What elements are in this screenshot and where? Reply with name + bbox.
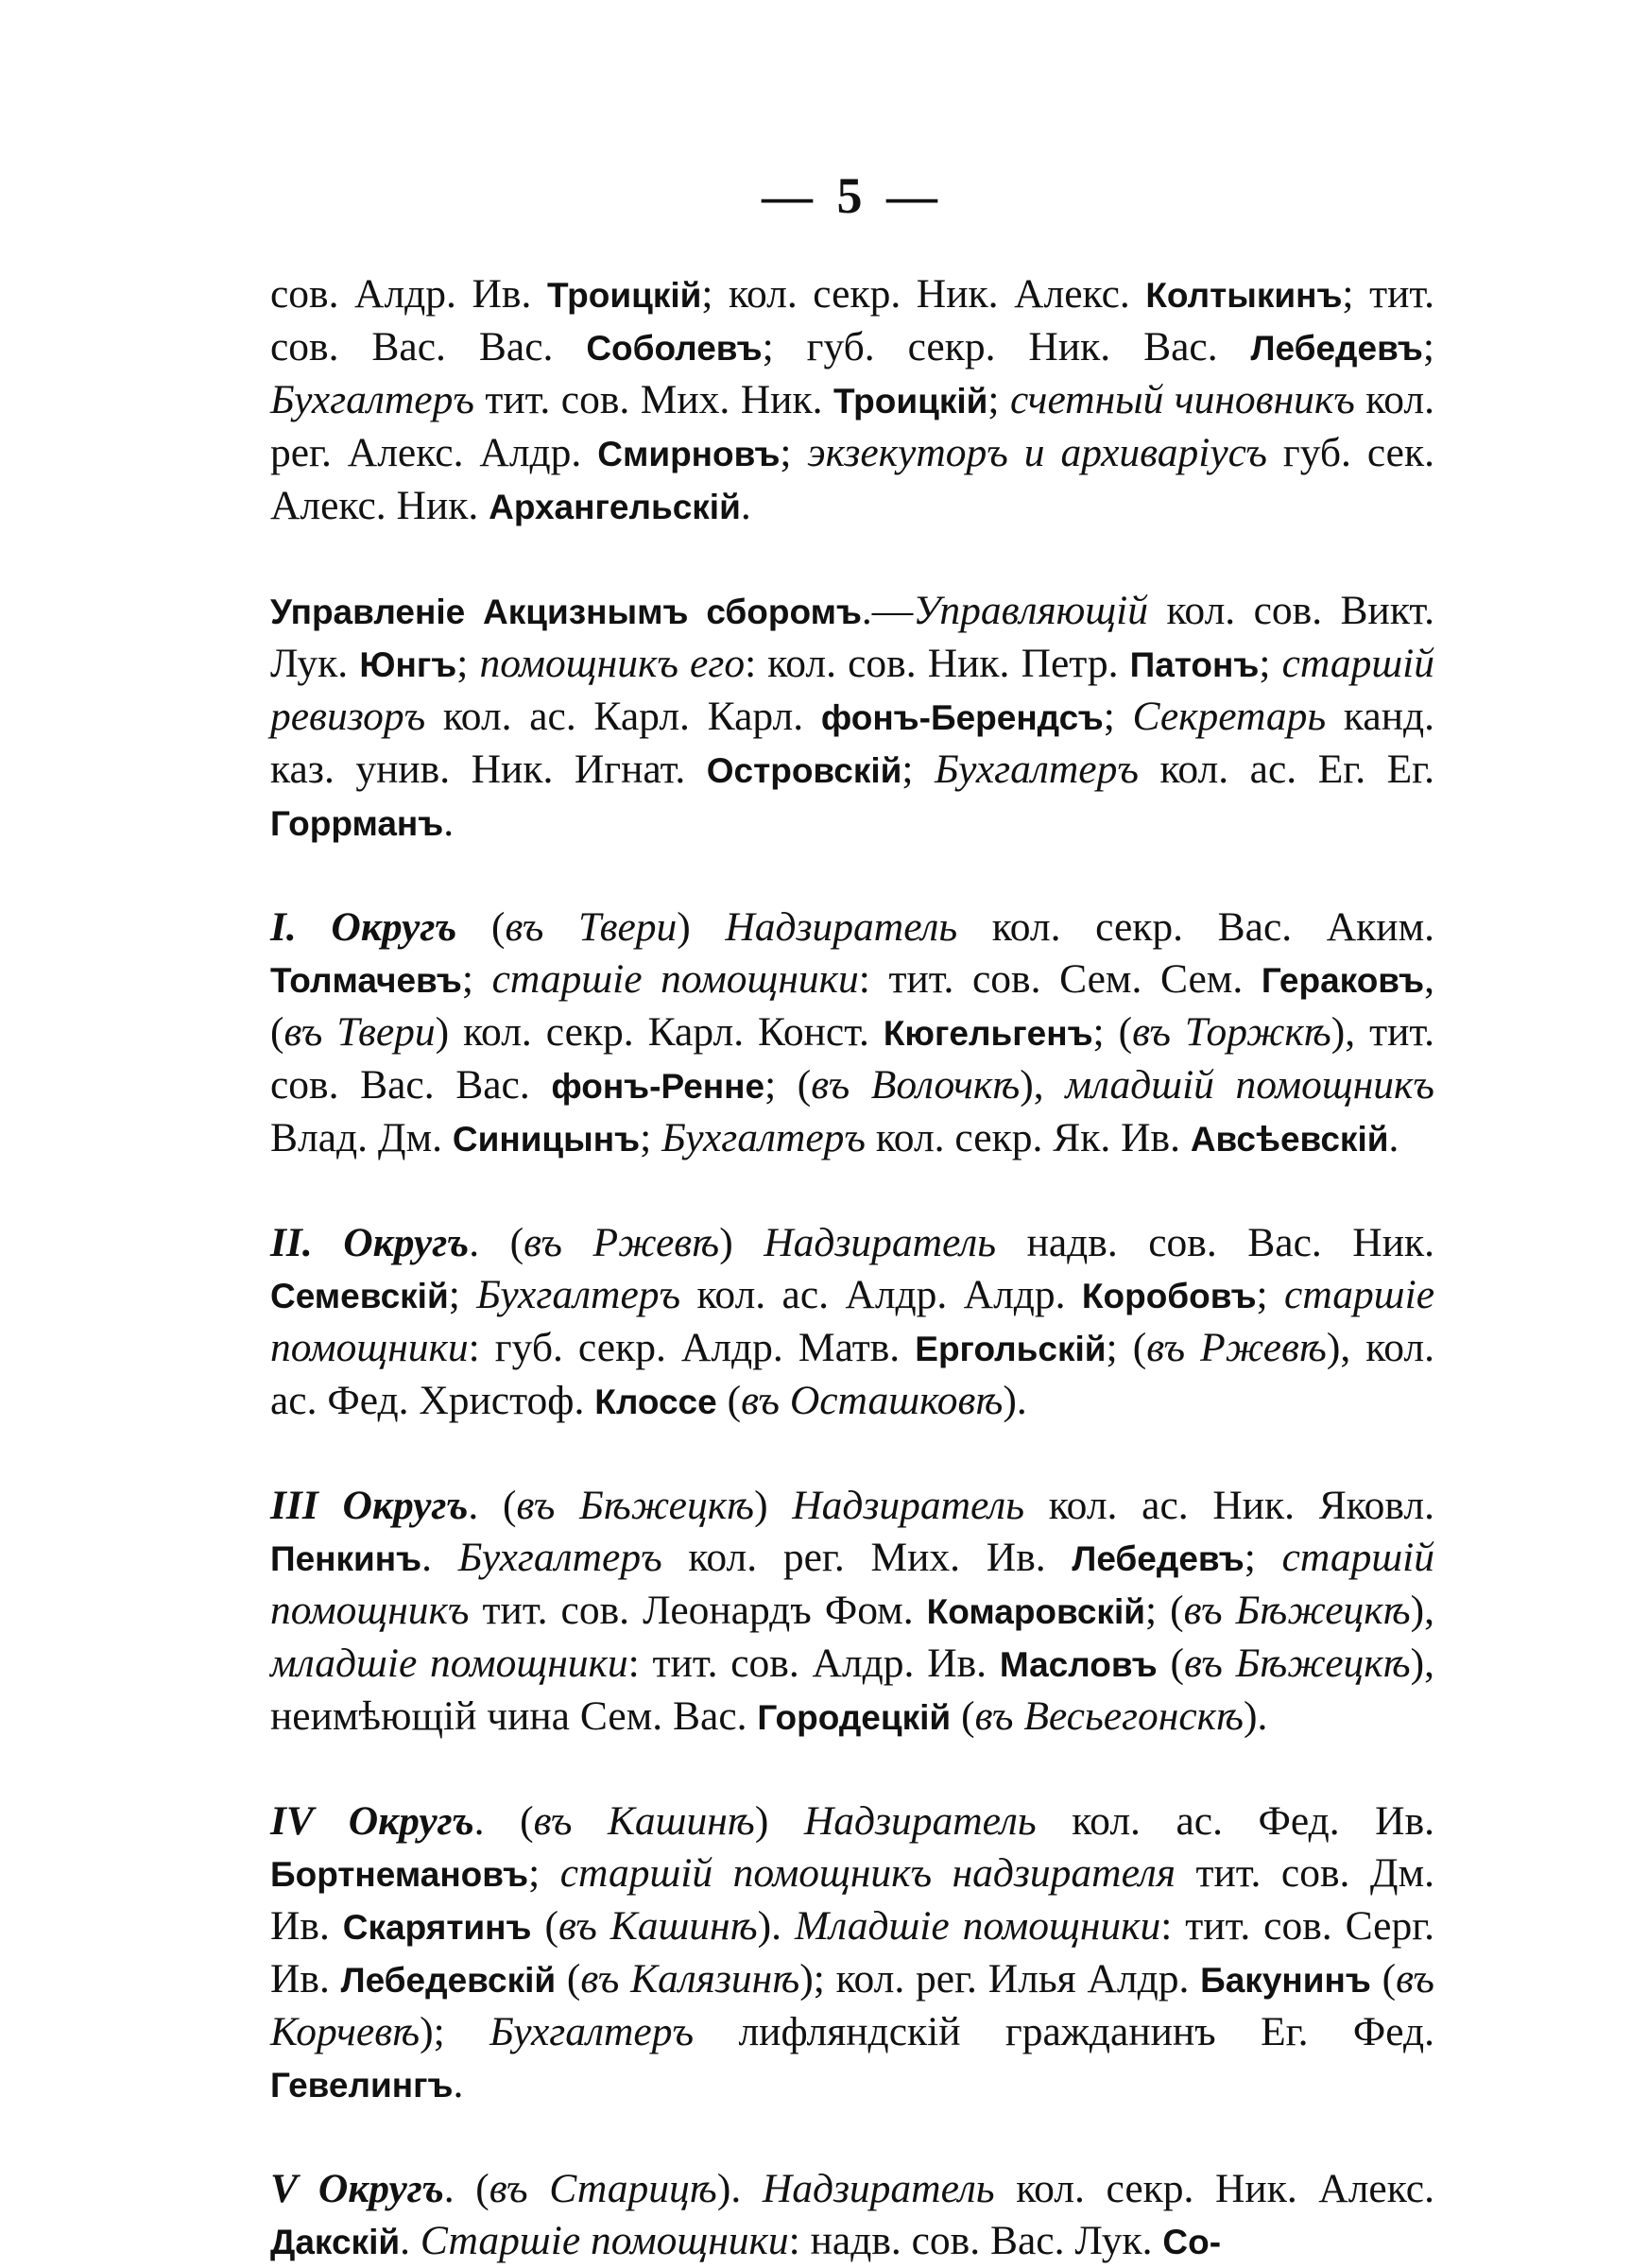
text-run: кол. секр. Вас. Аким. — [957, 904, 1434, 950]
italic-title: въ Ржевѣ — [1146, 1325, 1327, 1370]
text-run: ) кол. секр. Карл. Конст. — [435, 1009, 884, 1055]
text-run: : кол. сов. Ник. Петр. — [745, 641, 1130, 686]
surname: Толмачевъ — [270, 961, 462, 1000]
text-run: .— — [861, 588, 914, 633]
italic-title: Бухгалтеръ — [457, 1535, 662, 1580]
text-run: ; ( — [764, 1062, 812, 1108]
text-run: ; — [456, 641, 480, 686]
text-run: ), — [1410, 1588, 1434, 1633]
text-run: ), неимѣющій чина Сем. Вас. — [270, 1641, 1434, 1739]
italic-title: въ Бѣжецкѣ — [1183, 1641, 1411, 1686]
italic-title: счетный чиновникъ — [1009, 377, 1355, 422]
text-run: ). — [757, 1903, 795, 1949]
text-run: кол. ас. Алдр. Алдр. — [680, 1272, 1082, 1317]
text-run: ( — [1157, 1641, 1184, 1686]
text-run: кол. ас. Карл. Карл. — [425, 694, 821, 739]
surname: Соболевъ — [586, 329, 763, 368]
text-run: кол. сов. Викт. Лук. — [270, 588, 1435, 686]
italic-title: въ Кашинѣ — [533, 1798, 755, 1844]
surname: Семевскій — [270, 1277, 449, 1315]
district-heading: III Округъ — [270, 1483, 469, 1528]
surname: Кюгельгенъ — [883, 1014, 1093, 1053]
text-run: , ( — [270, 956, 1434, 1055]
surname: Масловъ — [999, 1645, 1158, 1684]
text-run: ; — [1103, 694, 1133, 739]
text-run: ). — [716, 2166, 763, 2211]
text-run: ( — [1370, 1956, 1397, 2002]
surname: Горрманъ — [270, 804, 444, 843]
italic-title: экзекуторъ и архиваріусъ — [807, 430, 1267, 475]
italic-title: Секретарь — [1132, 694, 1327, 739]
paragraph — [270, 585, 1434, 850]
text-run: губ. сек. Алекс. Ник. — [270, 430, 1434, 528]
text-run: кол. секр. Як. Ив. — [866, 1115, 1191, 1160]
text-run: ; — [448, 1272, 477, 1317]
text-run: кол. ас. Ник. Яковл. — [1024, 1483, 1434, 1528]
body-text — [270, 268, 1434, 2268]
paragraph — [270, 1217, 1434, 1428]
italic-title: Надзиратель — [725, 904, 958, 950]
text-run: ; — [1244, 1535, 1282, 1580]
surname: Троицкій — [546, 276, 702, 315]
paragraph — [270, 2163, 1434, 2268]
italic-title: въ Весьегонскѣ — [974, 1693, 1245, 1739]
italic-title: Надзиратель — [762, 2166, 995, 2211]
text-run: ), кол. ас. Фед. Христоф. — [270, 1325, 1434, 1423]
text-run: ( — [531, 1903, 558, 1949]
text-run: тит. сов. Леонардъ Фом. — [469, 1588, 927, 1633]
italic-title: Надзиратель — [803, 1798, 1037, 1844]
text-run: ; ( — [1144, 1588, 1184, 1633]
italic-title: Надзиратель — [792, 1483, 1025, 1528]
text-run: ( — [716, 1378, 742, 1423]
italic-title: младшіе помощники — [270, 1641, 628, 1686]
italic-title: въ Волочкѣ — [811, 1062, 1021, 1108]
text-run: ). — [1003, 1378, 1027, 1423]
italic-title: въ Твери — [283, 1009, 436, 1055]
text-run: ; — [901, 747, 935, 792]
text-run: : тит. сов. Сем. Сем. — [858, 956, 1262, 1002]
italic-title: старшій помощникъ надзирателя — [559, 1850, 1176, 1896]
text-run: : губ. секр. Алдр. Матв. — [468, 1325, 916, 1370]
italic-title: помощникъ его — [479, 641, 746, 686]
surname: Скарятинъ — [342, 1908, 532, 1947]
text-run: . ( — [443, 2166, 489, 2211]
text-run: . — [453, 2061, 464, 2106]
text-run: ; тит. сов. Вас. Вас. — [270, 271, 1434, 369]
surname: Комаровскій — [926, 1592, 1145, 1631]
italic-title: въ Торжкѣ — [1132, 1009, 1331, 1055]
surname: Лебедевъ — [1072, 1539, 1245, 1578]
surname: Авсѣевскій — [1190, 1120, 1389, 1159]
surname: Управленіе Акцизнымъ сборомъ — [270, 593, 862, 631]
surname: Колтыкинъ — [1145, 276, 1343, 315]
text-run: кол. рег. Алекс. Алдр. — [270, 377, 1434, 475]
surname: Бакунинъ — [1200, 1961, 1371, 2000]
text-run: ), тит. сов. Вас. Вас. — [270, 1009, 1434, 1108]
district-heading: IV Округъ — [270, 1798, 474, 1844]
paragraph — [270, 1480, 1434, 1744]
italic-title: старшій помощникъ — [270, 1535, 1434, 1633]
surname: Коробовъ — [1081, 1277, 1257, 1315]
surname: Пенкинъ — [270, 1539, 422, 1578]
text-run: тит. сов. Мих. Ник. — [473, 377, 833, 422]
text-run: ; — [1259, 641, 1282, 686]
text-run: ; — [640, 1115, 662, 1160]
italic-title: въ Твери — [505, 904, 678, 950]
italic-title: въ Бѣжецкѣ — [516, 1483, 755, 1528]
italic-title: въ Бѣжецкѣ — [1183, 1588, 1411, 1633]
italic-title: въ Калязинѣ — [580, 1956, 800, 2002]
surname: Юнгъ — [359, 645, 457, 684]
text-run: . ( — [473, 1798, 534, 1844]
text-run: ) — [754, 1798, 804, 1844]
text-run: ; ( — [1092, 1009, 1133, 1055]
surname: Троицкій — [833, 382, 988, 421]
surname: Городецкій — [757, 1698, 952, 1737]
italic-title: Управляющій — [913, 588, 1149, 633]
text-run: ; — [1422, 324, 1434, 369]
text-run: ( — [556, 1956, 581, 2002]
text-run: ; — [987, 377, 1010, 422]
italic-title: Надзиратель — [764, 1220, 997, 1265]
text-run: сов. Алдр. Ив. — [270, 271, 547, 317]
surname: Патонъ — [1129, 645, 1260, 684]
paragraph — [270, 1796, 1434, 2111]
text-run: . — [1388, 1115, 1399, 1160]
text-run: канд. каз. унив. Ник. Игнат. — [270, 694, 1434, 792]
italic-title: Бухгалтеръ — [935, 747, 1139, 792]
text-run: . ( — [469, 1220, 524, 1265]
italic-title: старшіе помощники — [491, 956, 859, 1002]
text-run: ; — [528, 1850, 560, 1896]
italic-title: Младшіе помощники — [794, 1903, 1161, 1949]
district-heading: I. Округъ — [270, 904, 457, 950]
text-run: лифляндскій гражданинъ Ег. Фед. — [694, 2009, 1434, 2054]
district-heading: II. Округъ — [270, 1220, 470, 1265]
surname: Смирновъ — [597, 435, 781, 473]
district-heading: V Округъ — [270, 2166, 444, 2211]
surname: Ергольскій — [915, 1330, 1107, 1368]
surname: Клоссе — [594, 1383, 717, 1421]
italic-title: Бухгалтеръ — [476, 1272, 681, 1317]
italic-title: старшіе помощники — [270, 1272, 1434, 1370]
text-run: ; — [780, 430, 808, 475]
text-run: . — [443, 799, 455, 845]
text-run: ) — [719, 1220, 764, 1265]
text-run: . — [740, 483, 751, 528]
surname: Лебедевскій — [340, 1961, 557, 2000]
surname: Лебедевъ — [1250, 329, 1423, 368]
italic-title: въ Ржевѣ — [524, 1220, 720, 1265]
text-run: Влад. Дм. — [270, 1115, 453, 1160]
text-run: : тит. сов. Серг. Ив. — [270, 1903, 1434, 2002]
text-run: ; — [461, 956, 492, 1002]
italic-title: Бухгалтеръ — [270, 377, 474, 422]
text-run: ( — [951, 1693, 975, 1739]
text-run: ; губ. секр. Ник. Вас. — [762, 324, 1251, 369]
italic-title: въ Старицѣ — [489, 2166, 717, 2211]
text-run: ; ( — [1106, 1325, 1147, 1370]
surname: Гераковъ — [1261, 961, 1425, 1000]
page-number: — 5 — — [762, 167, 943, 224]
text-run: ), — [1020, 1062, 1066, 1108]
text-run: кол. ас. Ег. Ег. — [1138, 747, 1434, 792]
text-run: кол. рег. Мих. Ив. — [661, 1535, 1073, 1580]
italic-title: Бухгалтеръ — [489, 2009, 695, 2054]
text-run: ( — [456, 904, 506, 950]
text-run: тит. сов. Дм. Ив. — [270, 1850, 1434, 1949]
text-run: ) — [677, 904, 726, 950]
italic-title: Бухгалтеръ — [661, 1115, 866, 1160]
italic-title: въ Корчевѣ — [270, 1956, 1434, 2054]
text-run: . ( — [468, 1483, 517, 1528]
text-run: ) — [754, 1483, 793, 1528]
text-run: ); кол. рег. Илья Алдр. — [799, 1956, 1201, 2002]
surname: фонъ-Берендсъ — [820, 698, 1104, 737]
text-run: ); — [420, 2009, 490, 2054]
text-run: ; — [1256, 1272, 1285, 1317]
italic-title: старшій ревизоръ — [270, 641, 1435, 739]
text-run: надв. сов. Вас. Ник. — [996, 1220, 1434, 1265]
text-run: . — [421, 1535, 458, 1580]
surname: фонъ-Ренне — [551, 1067, 765, 1106]
italic-title: въ Кашинѣ — [558, 1903, 758, 1949]
surname: Гевелингъ — [270, 2066, 454, 2105]
surname: Бортнемановъ — [270, 1855, 529, 1894]
text-run: кол. секр. Ник. Алекс. — [994, 2166, 1434, 2211]
paragraph — [270, 902, 1434, 1165]
text-run: : тит. сов. Алдр. Ив. — [627, 1641, 1000, 1686]
surname: Со- — [1162, 2223, 1222, 2261]
surname: Дакскій — [270, 2223, 401, 2261]
surname: Архангельскій — [489, 488, 741, 526]
italic-title: младшій помощникъ — [1065, 1062, 1434, 1108]
text-run: : надв. сов. Вас. Лук. — [788, 2218, 1163, 2263]
text-run: кол. ас. Фед. Ив. — [1036, 1798, 1434, 1844]
paragraph — [270, 268, 1434, 533]
surname: Синицынъ — [452, 1120, 641, 1159]
text-run: ). — [1244, 1693, 1268, 1739]
text-run: . — [400, 2218, 421, 2263]
surname: Островскій — [706, 751, 902, 790]
italic-title: въ Осташковѣ — [741, 1378, 1004, 1423]
text-run: ; кол. секр. Ник. Алекс. — [701, 271, 1146, 317]
italic-title: Старшіе помощники — [420, 2218, 789, 2263]
